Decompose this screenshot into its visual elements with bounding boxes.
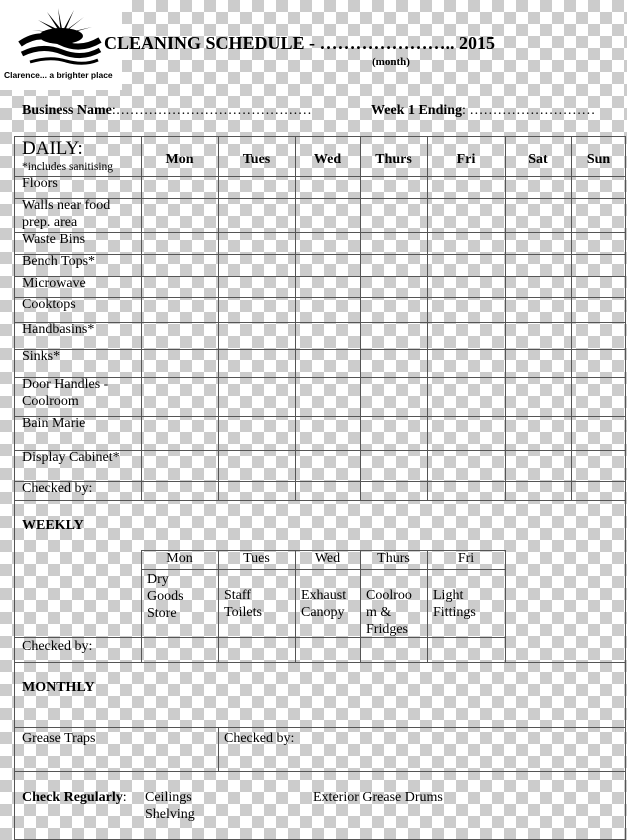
daily-cell[interactable] (428, 177, 504, 197)
daily-cell[interactable] (428, 277, 504, 296)
daily-checked-by: Checked by: (22, 481, 93, 496)
daily-task: Walls near food (22, 198, 111, 213)
daily-cell[interactable] (361, 233, 426, 253)
weekly-check-cell[interactable] (361, 638, 426, 661)
day-header-wed: Wed (313, 152, 342, 167)
org-tagline: Clarence... a brighter place (4, 70, 113, 80)
daily-cell[interactable] (219, 298, 294, 321)
daily-cell[interactable] (428, 378, 504, 415)
weekly-task: Goods (147, 589, 184, 604)
daily-cell[interactable] (296, 255, 359, 275)
weekly-task: Canopy (301, 605, 345, 620)
daily-cell[interactable] (572, 482, 625, 499)
daily-cell[interactable] (296, 323, 359, 348)
weekly-task: Exhaust (301, 588, 347, 603)
daily-cell[interactable] (296, 233, 359, 253)
daily-cell[interactable] (219, 177, 294, 197)
daily-cell[interactable] (506, 451, 570, 480)
weekly-task: Fittings (433, 605, 476, 620)
divider (14, 662, 626, 663)
weekly-check-cell[interactable] (296, 638, 359, 661)
daily-task: Waste Bins (22, 232, 86, 247)
week-ending-label: Week 1 Ending (371, 103, 463, 118)
daily-task: Microwave (22, 276, 86, 291)
daily-cell[interactable] (428, 350, 504, 376)
daily-cell[interactable] (428, 233, 504, 253)
day-header-sun: Sun (586, 152, 611, 167)
weekly-task: Coolroo (366, 588, 412, 603)
daily-task: Cooktops (22, 297, 76, 312)
daily-cell[interactable] (361, 451, 426, 480)
daily-cell[interactable] (219, 417, 294, 449)
daily-cell[interactable] (361, 298, 426, 321)
daily-cell[interactable] (142, 277, 217, 296)
monthly-heading: MONTHLY (22, 680, 95, 695)
daily-cell[interactable] (361, 378, 426, 415)
daily-cell[interactable] (142, 199, 217, 231)
daily-cell[interactable] (506, 417, 570, 449)
daily-cell[interactable] (296, 451, 359, 480)
weekly-task: Staff (224, 588, 251, 603)
divider (218, 727, 219, 771)
daily-cell[interactable] (219, 233, 294, 253)
daily-cell[interactable] (572, 417, 625, 449)
daily-cell[interactable] (361, 482, 426, 499)
daily-cell[interactable] (428, 199, 504, 231)
daily-cell[interactable] (219, 350, 294, 376)
daily-cell[interactable] (572, 350, 625, 376)
daily-task: Display Cabinet* (22, 450, 120, 465)
daily-cell[interactable] (142, 482, 217, 499)
daily-cell[interactable] (506, 199, 570, 231)
daily-task: Handbasins* (22, 322, 95, 337)
daily-cell[interactable] (142, 323, 217, 348)
daily-cell[interactable] (361, 255, 426, 275)
business-name-field[interactable]: :…………………………………… (111, 103, 312, 118)
page-title: CLEANING SCHEDULE - ………………….. 2015 (104, 33, 496, 53)
day-header-mon: Mon (165, 152, 194, 167)
daily-cell[interactable] (219, 277, 294, 296)
daily-cell[interactable] (142, 378, 217, 415)
daily-cell[interactable] (296, 378, 359, 415)
daily-cell[interactable] (506, 350, 570, 376)
daily-note: *includes sanitising (22, 161, 114, 173)
daily-task: Coolroom (22, 394, 79, 409)
weekly-task: Dry (147, 572, 169, 587)
weekly-task: Store (147, 606, 177, 621)
weekly-task: m & (366, 605, 392, 620)
daily-cell[interactable] (142, 417, 217, 449)
daily-cell[interactable] (296, 177, 359, 197)
daily-cell[interactable] (572, 298, 625, 321)
weekly-checked-by: Checked by: (22, 639, 93, 654)
daily-task: Bench Tops* (22, 254, 96, 269)
grid-line (14, 500, 626, 501)
daily-cell[interactable] (361, 177, 426, 197)
grid-line (505, 550, 506, 662)
daily-cell[interactable] (142, 177, 217, 197)
daily-task: prep. area (22, 215, 78, 230)
divider (14, 727, 626, 728)
monthly-task: Grease Traps (22, 731, 96, 746)
regular-item: Shelving (145, 807, 195, 822)
daily-cell[interactable] (506, 298, 570, 321)
daily-cell[interactable] (506, 177, 570, 197)
daily-cell[interactable] (296, 350, 359, 376)
daily-cell[interactable] (428, 482, 504, 499)
weekly-day-header-fri: Fri (457, 551, 475, 566)
daily-cell[interactable] (506, 233, 570, 253)
daily-cell[interactable] (142, 233, 217, 253)
daily-cell[interactable] (142, 350, 217, 376)
daily-cell[interactable] (572, 177, 625, 197)
daily-cell[interactable] (428, 255, 504, 275)
monthly-checked-by: Checked by: (224, 731, 295, 746)
daily-cell[interactable] (572, 199, 625, 231)
daily-cell[interactable] (361, 350, 426, 376)
week-ending-field[interactable]: : ……………………… (462, 103, 596, 118)
daily-cell[interactable] (219, 378, 294, 415)
daily-task: Door Handles - (22, 377, 109, 392)
day-header-tues: Tues (242, 152, 271, 167)
weekly-heading: WEEKLY (22, 518, 84, 533)
daily-cell[interactable] (361, 277, 426, 296)
daily-cell[interactable] (219, 451, 294, 480)
grid-line (141, 569, 505, 570)
weekly-day-header-thurs: Thurs (377, 551, 410, 566)
daily-cell[interactable] (219, 323, 294, 348)
daily-cell[interactable] (572, 233, 625, 253)
daily-cell[interactable] (361, 323, 426, 348)
regular-item: Exterior Grease Drums (313, 790, 443, 805)
daily-cell[interactable] (296, 277, 359, 296)
day-header-fri: Fri (456, 152, 476, 167)
daily-cell[interactable] (142, 255, 217, 275)
daily-cell[interactable] (572, 451, 625, 480)
daily-cell[interactable] (428, 323, 504, 348)
daily-task: Floors (22, 176, 58, 191)
daily-cell[interactable] (219, 482, 294, 499)
weekly-task: Toilets (224, 605, 262, 620)
daily-cell[interactable] (506, 323, 570, 348)
weekly-task: Light (433, 588, 464, 603)
daily-cell[interactable] (572, 378, 625, 415)
daily-cell[interactable] (296, 482, 359, 499)
daily-cell[interactable] (361, 199, 426, 231)
day-header-thurs: Thurs (375, 152, 412, 167)
daily-cell[interactable] (142, 298, 217, 321)
regular-item: Ceilings (145, 790, 192, 805)
week-ending-line[interactable] (371, 103, 595, 119)
check-regularly-label: Check Regularly: (22, 790, 127, 805)
daily-cell[interactable] (572, 277, 625, 296)
daily-cell[interactable] (506, 277, 570, 296)
daily-cell[interactable] (428, 417, 504, 449)
weekly-check-cell[interactable] (219, 638, 294, 661)
daily-cell[interactable] (219, 255, 294, 275)
weekly-day-header-wed: Wed (314, 551, 341, 566)
daily-cell[interactable] (361, 417, 426, 449)
weekly-task: Fridges (366, 622, 408, 637)
daily-cell[interactable] (296, 417, 359, 449)
daily-cell[interactable] (296, 298, 359, 321)
weekly-check-cell[interactable] (428, 638, 504, 661)
daily-task: Bain Marie (22, 416, 86, 431)
daily-cell[interactable] (219, 199, 294, 231)
daily-task: Sinks* (22, 349, 61, 364)
day-header-sat: Sat (528, 152, 548, 167)
divider (14, 771, 626, 772)
daily-cell[interactable] (572, 255, 625, 275)
business-name-line[interactable] (22, 103, 312, 119)
daily-cell[interactable] (142, 451, 217, 480)
daily-heading: DAILY: (22, 138, 83, 159)
business-name-label: Business Name (22, 103, 112, 118)
month-label: (month) (372, 56, 410, 68)
daily-cell[interactable] (296, 199, 359, 231)
weekly-day-header-tues: Tues (243, 551, 270, 566)
weekly-day-header-mon: Mon (166, 551, 193, 566)
daily-cell[interactable] (428, 451, 504, 480)
daily-cell[interactable] (428, 298, 504, 321)
daily-cell[interactable] (506, 255, 570, 275)
weekly-check-cell[interactable] (142, 638, 217, 661)
daily-cell[interactable] (506, 482, 570, 499)
daily-cell[interactable] (572, 323, 625, 348)
daily-cell[interactable] (506, 378, 570, 415)
